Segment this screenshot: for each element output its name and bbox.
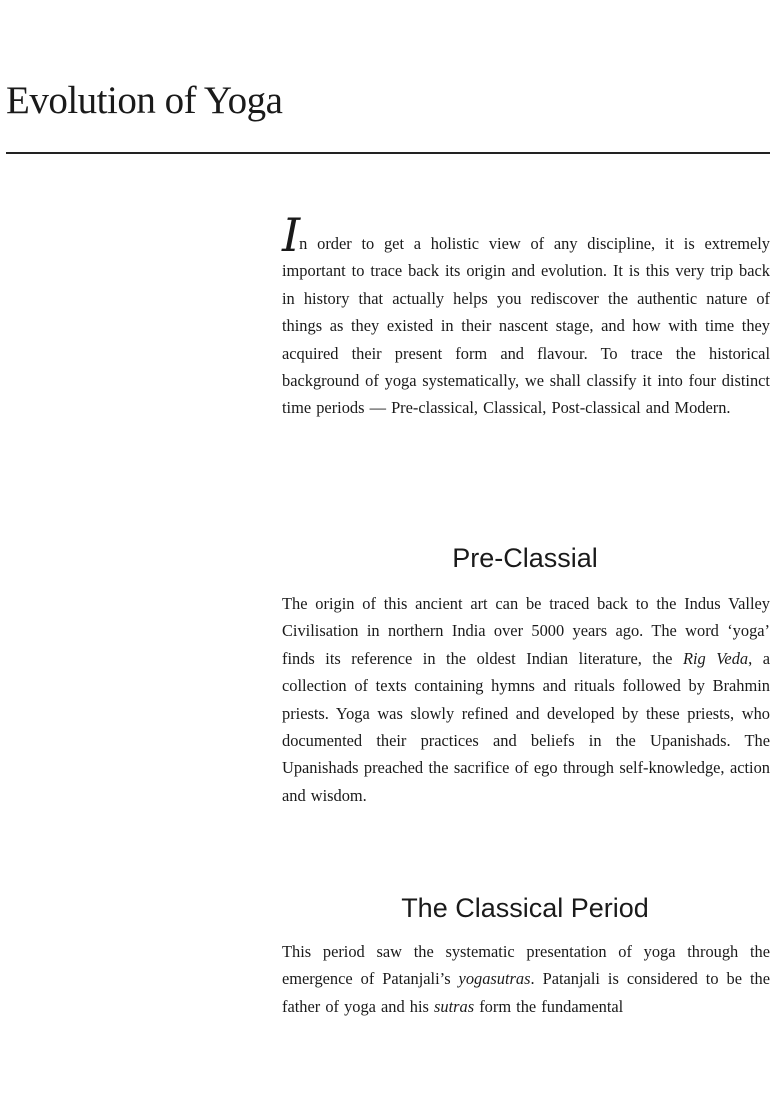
- classical-paragraph: [282, 938, 770, 1020]
- pre-classical-paragraph: [282, 590, 770, 809]
- body-text: form the fundamental: [474, 996, 624, 1016]
- title-divider: [6, 152, 770, 154]
- italic-text: sutras: [434, 996, 475, 1016]
- section-heading-pre-classical: Pre-Classial: [452, 543, 598, 573]
- intro-paragraph: [282, 208, 770, 422]
- body-text: This period saw the systematic presentation of yoga through the emergence of Patanjali’s: [282, 942, 770, 989]
- body-text: The origin of this ancient art can be traced back to the Indus Valley Civilisation in northern India over 5000 years ago. The word ‘yoga’ finds its reference in the oldest Indian literature, the: [282, 594, 770, 668]
- intro-section: [282, 208, 770, 422]
- body-text: . Patanjali is considered to be the father of yoga and his: [282, 969, 770, 1016]
- italic-text: Rig Veda: [682, 648, 749, 668]
- pre-classical-section: [282, 590, 770, 809]
- section-heading-classical: The Classical Period: [401, 893, 649, 923]
- italic-text: yogasutras: [458, 969, 531, 989]
- page-title: Evolution of Yoga: [6, 79, 283, 122]
- body-text: , a collection of texts containing hymns and rituals followed by Brahmin priests. Yoga was slowly refined and developed by these priests, who documented their practices and beliefs in the Upanishads. The Upanishads preached the sacrifice of ego through self-knowledge, action and wisdom.: [282, 648, 770, 805]
- drop-cap-letter: I: [282, 208, 299, 262]
- intro-text: n order to get a holistic view of any discipline, it is extremely important to trace back its origin and evolution. It is this very trip back in history that actually helps you rediscover the authentic nature of things as they existed in their nascent stage, and how with time they acquired their present form and flavour. To trace the historical background of yoga systematically, we shall classify it into four distinct time periods — Pre-classical, Classical, Post-classical and Modern.: [282, 234, 770, 418]
- classical-section: [282, 938, 770, 1020]
